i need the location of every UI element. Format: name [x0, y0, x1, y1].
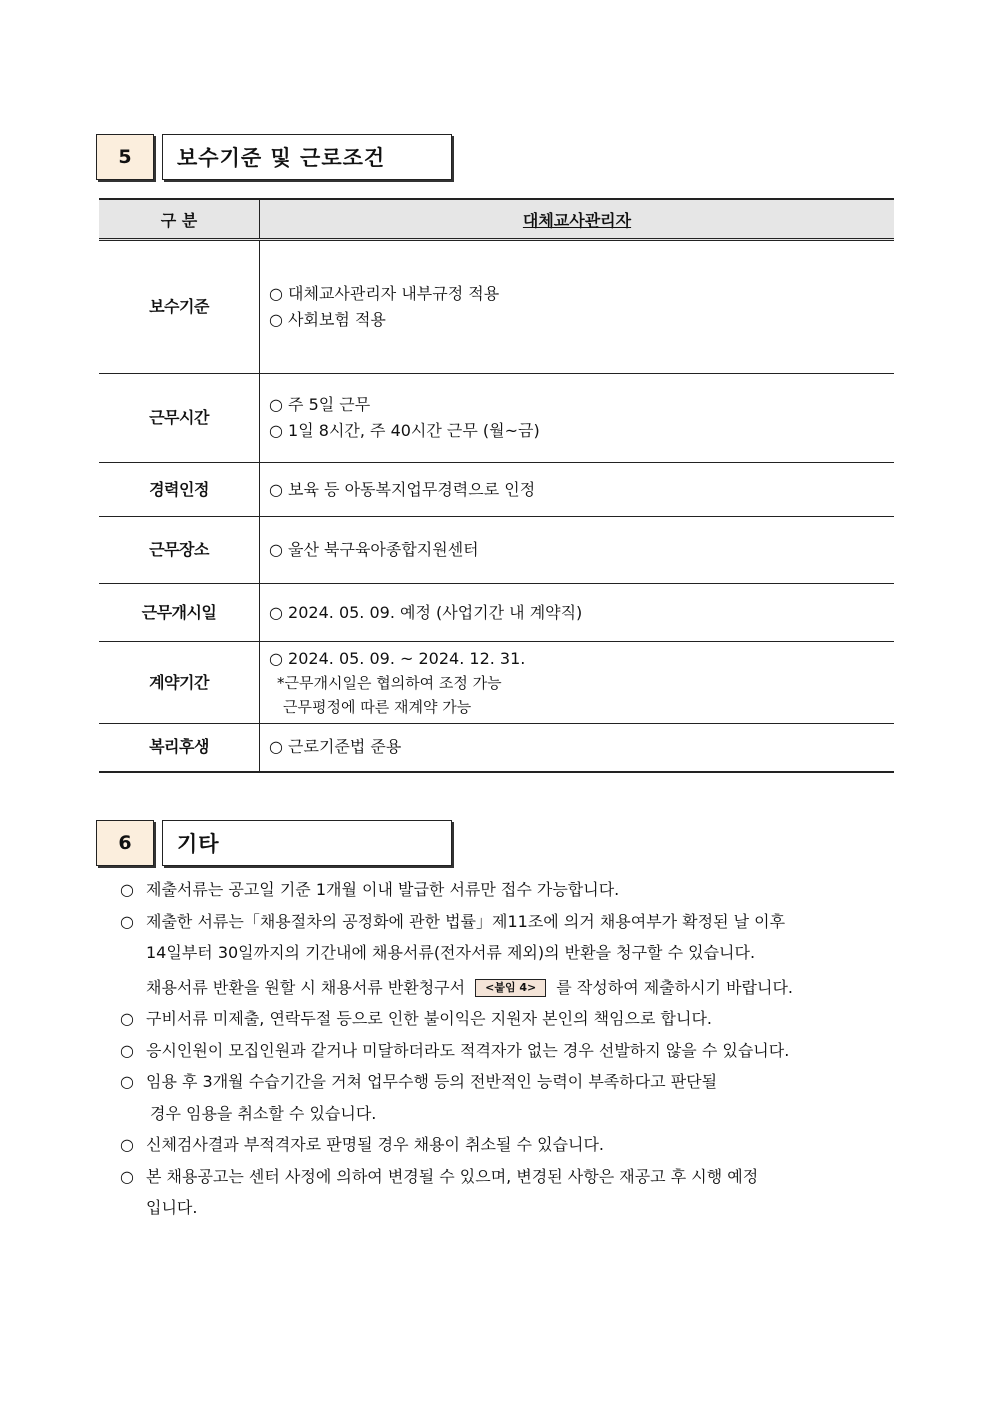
value-note: 근무평정에 따른 재계약 가능: [283, 697, 472, 716]
item-text: 14일부터 30일까지의 기간내에 채용서류(전자서류 제외)의 반환을 청구할 수 있습니다.: [146, 943, 756, 962]
row-label-welfare: 복리후생: [99, 724, 260, 772]
circle-bullet-icon: ○: [120, 911, 134, 931]
circle-bullet-icon: ○: [120, 1040, 134, 1060]
table-row: [99, 374, 894, 463]
row-label-start-date: 근무개시일: [99, 584, 260, 642]
item-text: 임용 후 3개월 수습기간을 거쳐 업무수행 등의 전반적인 능력이 부족하다고 판단될: [146, 1072, 718, 1091]
value-line: ○ 대체교사관리자 내부규정 적용: [269, 284, 500, 303]
table-row: [99, 724, 894, 772]
list-item: [120, 874, 900, 906]
table-row: [99, 517, 894, 584]
item-text: 본 채용공고는 센터 사정에 의하여 변경될 수 있으며, 변경된 사항은 재공고 후 시행 예정: [146, 1166, 759, 1186]
table-row: [99, 240, 894, 374]
row-label-career: 경력인정: [99, 463, 260, 517]
table-header-row: [99, 199, 894, 240]
section-6-title: 기타: [162, 820, 452, 866]
section-5-number: 5: [96, 134, 154, 180]
row-value-start-date: [260, 584, 895, 642]
list-item: [120, 906, 900, 1004]
value-line: ○ 근로기준법 준용: [269, 737, 402, 757]
value-line: ○ 1일 8시간, 주 40시간 근무 (월~금): [269, 421, 540, 440]
item-text: 구비서류 미제출, 연락두절 등으로 인한 불이익은 지원자 본인의 책임으로 합니다.: [146, 1009, 712, 1028]
row-label-location: 근무장소: [99, 517, 260, 584]
header-position: 대체교사관리자: [260, 199, 895, 240]
list-item: [120, 1003, 900, 1035]
item-text: 를 작성하여 제출하시기 바랍니다.: [556, 977, 794, 997]
item-text: 제출한 서류는「채용절차의 공정화에 관한 법률」제11조에 의거 채용여부가 확정된 날 이후: [146, 911, 786, 931]
circle-bullet-icon: ○: [120, 1009, 134, 1028]
section-6-number: 6: [96, 820, 154, 866]
value-note: *근무개시일은 협의하여 조정 가능: [277, 673, 502, 692]
row-label-contract: 계약기간: [99, 642, 260, 724]
item-text: 입니다.: [146, 1198, 198, 1217]
list-item: [120, 1066, 900, 1129]
row-value-career: [260, 463, 895, 517]
item-text: 신체검사결과 부적격자로 판명될 경우 채용이 취소될 수 있습니다.: [146, 1135, 605, 1154]
value-line: ○ 울산 북구육아종합지원센터: [269, 540, 479, 559]
table-row: [99, 642, 894, 724]
list-item: [120, 1161, 900, 1224]
row-value-location: [260, 517, 895, 584]
item-text: 채용서류 반환을 원할 시 채용서류 반환청구서: [146, 977, 466, 997]
list-item: [120, 1035, 900, 1067]
item-text: 응시인원이 모집인원과 같거나 미달하더라도 적격자가 없는 경우 선발하지 않을 수 있습니다.: [146, 1040, 790, 1060]
circle-bullet-icon: ○: [120, 1166, 134, 1186]
item-text-extra: [146, 972, 900, 1004]
circle-bullet-icon: ○: [120, 1135, 134, 1154]
conditions-table: [99, 198, 894, 773]
row-value-welfare: [260, 724, 895, 772]
row-label-salary: 보수기준: [99, 240, 260, 374]
row-label-hours: 근무시간: [99, 374, 260, 463]
table-row: [99, 463, 894, 517]
value-line: ○ 2024. 05. 09. 예정 (사업기간 내 계약직): [269, 602, 583, 622]
row-value-hours: [260, 374, 895, 463]
circle-bullet-icon: ○: [120, 880, 134, 899]
list-item: [120, 1129, 900, 1161]
value-line: ○ 주 5일 근무: [269, 395, 371, 414]
row-value-contract: [260, 642, 895, 724]
circle-bullet-icon: ○: [120, 1072, 134, 1091]
row-value-salary: [260, 240, 895, 374]
attachment-badge: <붙임 4>: [475, 979, 546, 997]
item-text: 제출서류는 공고일 기준 1개월 이내 발급한 서류만 접수 가능합니다.: [146, 880, 620, 899]
section-5-title: 보수기준 및 근로조건: [162, 134, 452, 180]
value-line: ○ 2024. 05. 09. ~ 2024. 12. 31.: [269, 648, 526, 668]
table-row: [99, 584, 894, 642]
item-text: 경우 임용을 취소할 수 있습니다.: [150, 1103, 377, 1123]
notes-list: [120, 874, 900, 1224]
header-category: 구 분: [99, 199, 260, 240]
value-line: ○ 사회보험 적용: [269, 310, 386, 329]
value-line: ○ 보육 등 아동복지업무경력으로 인정: [269, 479, 536, 499]
